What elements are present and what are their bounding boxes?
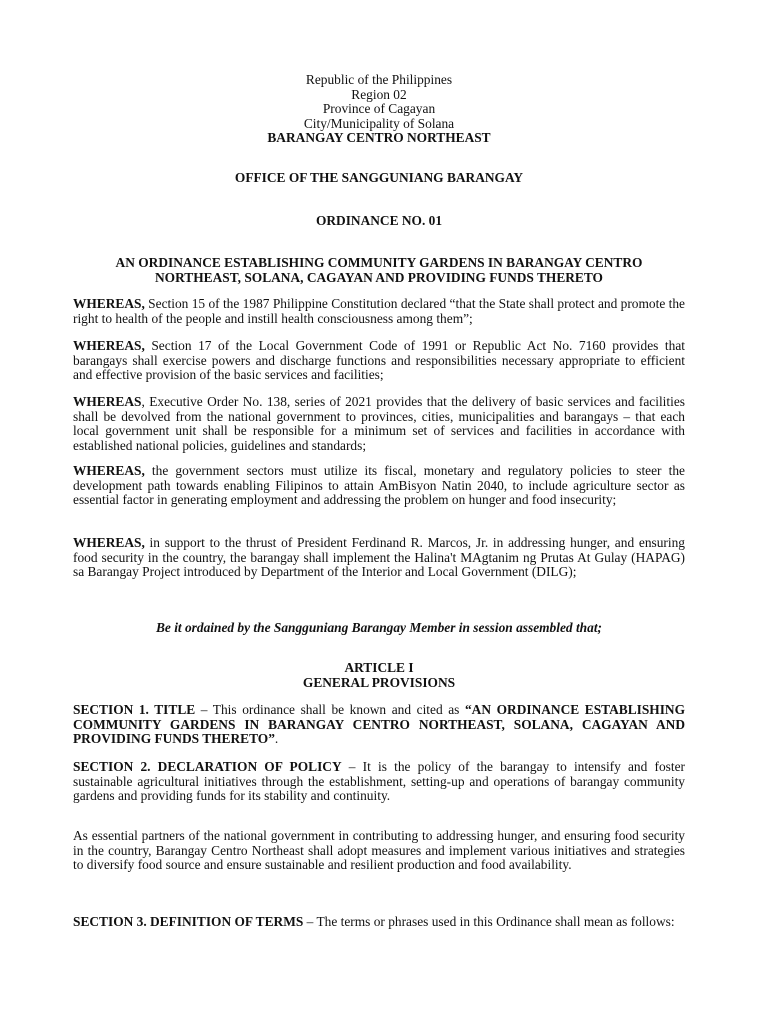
whereas-clause bbox=[73, 339, 685, 383]
ordinance-number: ORDINANCE NO. 01 bbox=[315, 213, 443, 228]
province-line: Province of Cagayan bbox=[322, 101, 436, 117]
region-line: Region 02 bbox=[351, 86, 407, 102]
whereas-clause bbox=[73, 395, 685, 453]
office-heading: OFFICE OF THE SANGGUNIANG BARANGAY bbox=[234, 170, 524, 185]
section-lead: SECTION 3. DEFINITION OF TERMS bbox=[73, 914, 304, 929]
whereas-lead: WHEREAS, bbox=[73, 535, 145, 550]
whereas-clause bbox=[73, 297, 685, 326]
country-line: Republic of the Philippines bbox=[305, 72, 453, 87]
letterhead bbox=[73, 73, 685, 146]
article-title: GENERAL PROVISIONS bbox=[302, 674, 456, 690]
section-lead: SECTION 1. TITLE bbox=[73, 702, 196, 717]
municipality-line: City/Municipality of Solana bbox=[303, 115, 455, 131]
whereas-clause bbox=[73, 536, 685, 580]
whereas-text: , Executive Order No. 138, series of 2021 provides that the delivery of basic services and facilities shall be devolved from the national government to provinces, cities, municipalities and barangays – that each local government unit shall be responsible for a minimum set of services and facilities in accordance with established national policies, guidelines and standards; bbox=[73, 394, 685, 453]
section-end: . bbox=[274, 731, 279, 747]
ordinance-title: AN ORDINANCE ESTABLISHING COMMUNITY GARDENS IN BARANGAY CENTRO NORTHEAST, SOLANA, CAGAYAN AND PROVIDING FUNDS THERETO bbox=[115, 255, 643, 285]
whereas-text: in support to the thrust of President Ferdinand R. Marcos, Jr. in addressing hunger, and ensuring food security in the country, the barangay shall implement the Halina't MAgtanim ng Prutas At Gulay (HAPAG) sa Barangay Project introduced by Department of the Interior and Local Government (DILG); bbox=[73, 535, 685, 580]
whereas-text: the government sectors must utilize its fiscal, monetary and regulatory policies to steer the development path towards enabling Filipinos to attain AmBisyon Natin 2040, to include agriculture sector as essential factor in generating employment and addressing the problem on hunger and food insecurity; bbox=[73, 463, 685, 508]
whereas-lead: WHEREAS, bbox=[73, 338, 145, 353]
whereas-clause bbox=[73, 464, 685, 508]
barangay-name: BARANGAY CENTRO NORTHEAST bbox=[267, 130, 491, 146]
section-2-policy bbox=[73, 760, 685, 804]
section-lead: SECTION 2. DECLARATION OF POLICY bbox=[73, 759, 342, 774]
whereas-text: Section 15 of the 1987 Philippine Constitution declared “that the State shall protect and promote the right to health of the people and instill health consciousness among them”; bbox=[73, 296, 685, 326]
section-text: – It is the policy of the barangay to intensify and foster sustainable agricultural initiatives through the establishment, setting-up and operations of barangay community gardens and providing funds for its stability and continuity. bbox=[73, 759, 685, 804]
article-heading bbox=[73, 661, 685, 690]
whereas-lead: WHEREAS, bbox=[73, 463, 145, 478]
article-number: ARTICLE I bbox=[344, 660, 414, 675]
whereas-text: Section 17 of the Local Government Code of 1991 or Republic Act No. 7160 provides that barangays shall exercise powers and discharge functions and responsibilities necessary appropriate to efficient and effective provision of the basic services and facilities; bbox=[73, 338, 685, 383]
section-1-title bbox=[73, 703, 685, 747]
whereas-lead: WHEREAS bbox=[73, 394, 142, 409]
partners-paragraph: As essential partners of the national government in contributing to addressing hunger, and ensuring food security in the country, Barangay Centro Northeast shall adopt measures and implement various initiatives and strategies to diversify food source and ensure sustainable and resilient production and food availability. bbox=[73, 828, 685, 873]
quoted-title: “AN ORDINANCE ESTABLISHING COMMUNITY GARDENS IN BARANGAY CENTRO NORTHEAST, SOLANA, CAGAYAN AND PROVIDING FUNDS THERETO” bbox=[73, 702, 685, 747]
enacting-clause: Be it ordained by the Sangguniang Barangay Member in session assembled that; bbox=[155, 620, 603, 635]
section-text: – This ordinance shall be known and cited as bbox=[195, 702, 465, 717]
whereas-lead: WHEREAS, bbox=[73, 296, 145, 311]
section-text: – The terms or phrases used in this Ordinance shall mean as follows: bbox=[303, 914, 675, 929]
section-3-definitions bbox=[73, 915, 685, 930]
